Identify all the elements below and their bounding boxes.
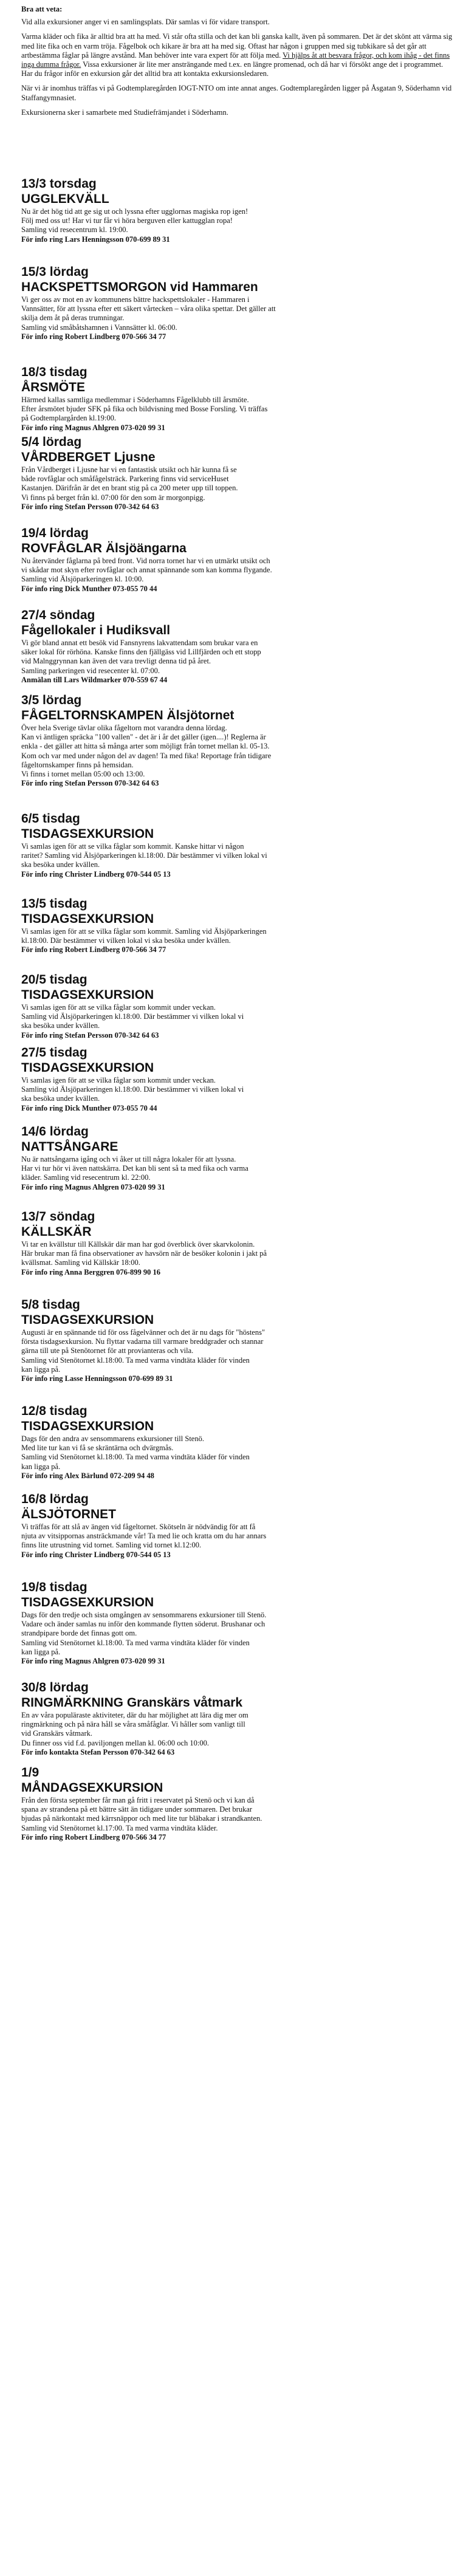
event-description-line: Med lite tur kan vi få se skräntärna och dvärgmås. (21, 1444, 174, 1453)
intro-title: Bra att veta: (21, 5, 63, 13)
event-date: 13/7 söndag (21, 1210, 95, 1224)
event-title: Fågellokaler i Hudiksvall (21, 623, 171, 637)
event-description (21, 207, 456, 244)
event-description-line: kl.18:00. Där bestämmer vi vilken lokal vi ska besöka under kvällen. (21, 936, 231, 945)
event-title: KÄLLSKÄR (21, 1225, 92, 1239)
event-block (21, 1045, 456, 1113)
event-block (21, 1765, 456, 1842)
event-description (21, 396, 456, 433)
event-description-line: Samling vid Stenötornet kl.18:00. Ta med varma vindtäta kläder för vinden (21, 1638, 250, 1647)
event-description-line: enkla - det gäller att hitta så många arter som möjligt från tornet mellan kl. 05-13. (21, 742, 270, 751)
event-block (21, 693, 456, 788)
event-title: TISDAGSEXKURSION (21, 988, 154, 1002)
event-description-line: Samling vid Stenötornet kl.18:00. Ta med varma vindtäta kläder för vinden (21, 1355, 250, 1365)
event-description-line: kläder. Samling vid resecentrum kl. 22:00. (21, 1173, 151, 1182)
event-description-line: Nu är nattsångarna igång och vi åker ut till några lokaler för att lyssna. (21, 1155, 236, 1163)
event-title: UGGLEKVÄLL (21, 192, 109, 206)
event-description-line: Här brukar man få fina observationer av havsörn när de besöker kolonin i jakt på (21, 1249, 267, 1258)
event-description-line: finns lite utrustning vid tornet. Samling vid tornet kl.12:00. (21, 1541, 202, 1550)
event-description-line: Över hela Sverige tävlar olika fågeltorn mot varandra denna lördag. (21, 724, 227, 732)
event-description-line: Vi ger oss av mot en av kommunens bättre hackspettslokaler - Hammaren i (21, 295, 250, 304)
event-description-line: njuta av vitsippornas ansträckmande vår! Ta med lie och kratta om du har annars (21, 1532, 267, 1541)
event-description-line: Samling vid Stenötornet kl.18:00. Ta med varma vindtäta kläder för vinden (21, 1453, 250, 1462)
event-date: 15/3 lördag (21, 265, 89, 279)
event-description (21, 1076, 456, 1113)
event-description-line: ringmärkning och på nära håll se våra småfåglar. Vi håller som vanligt till (21, 1720, 245, 1729)
event-description (21, 639, 456, 685)
event-description-line: Du finner oss vid f.d. paviljongen mellan kl. 06:00 och 10:00. (21, 1738, 209, 1747)
event-description-line: Vi samlas igen för att se vilka fåglar som kommit under veckan. (21, 1003, 216, 1012)
event-block (21, 365, 456, 433)
event-description (21, 724, 456, 788)
event-block (21, 1297, 456, 1383)
event-description-line: Från den första september får man gå fritt i reservatet på Stenö och vi kan då (21, 1796, 255, 1804)
event-date: 6/5 tisdag (21, 812, 80, 826)
event-contact: För info ring Robert Lindberg 070-566 34 77 (21, 332, 166, 341)
event-description-line: kvällsmat. Samling vid Källskär 18:00. (21, 1258, 140, 1267)
event-contact: För info ring Anna Berggren 076-899 90 16 (21, 1267, 161, 1276)
event-description-line: både rovfåglar och småfågelsträck. Parkering finns vid serviceHuset (21, 474, 229, 484)
event-block (21, 264, 456, 341)
event-block (21, 526, 456, 594)
event-description (21, 465, 456, 512)
event-contact: För info ring Stefan Persson 070-342 64 63 (21, 502, 159, 511)
event-description-line: Kom och var med under någon del av dagen! Ta med fika! Reportage från tidigare (21, 751, 272, 760)
event-description-line: kan ligga på. (21, 1647, 61, 1656)
event-description-line: kan ligga på. (21, 1462, 61, 1471)
event-description-line: strandpipare borde det finnas gott om. (21, 1629, 137, 1638)
event-description-line: gärna till ute på Stenötornet för att provianteras och vila. (21, 1346, 194, 1355)
event-description-line: säker lokal för rörhöna. Kanske finns den fjällgäss vid Lillfjärden och ett stopp (21, 648, 261, 657)
event-description (21, 1155, 456, 1192)
event-title: TISDAGSEXKURSION (21, 1061, 154, 1075)
intro-paragraph: Exkursionerna sker i samarbete med Studiefrämjandet i Söderhamn. (21, 108, 228, 117)
event-contact: För info kontakta Stefan Persson 070-342 64 63 (21, 1747, 175, 1756)
event-description-line: Från Vårdberget i Ljusne har vi en fantastisk utsikt och här kunna få se (21, 465, 237, 474)
event-contact: För info ring Robert Lindberg 070-566 34 77 (21, 1832, 166, 1841)
event-description-line: Vi finns på berget från kl. 07:00 för den som är morgonpigg. (21, 493, 205, 502)
event-title: TISDAGSEXKURSION (21, 1419, 154, 1433)
event-description-line: Följ med oss ut! Har vi tur får vi höra berguven eller kattugglan ropa! (21, 216, 233, 225)
event-description-line: vid Malnggrynnan kan även det vara trevligt denna tid på året. (21, 657, 211, 666)
event-description-line: Vi tar en kvällstur till Källskär där man har god överblick över skarvkolonin. (21, 1240, 255, 1249)
event-contact: För info ring Lasse Henningsson 070-699 89 31 (21, 1374, 173, 1383)
event-contact: För info ring Dick Munther 073-055 70 44 (21, 584, 157, 593)
event-date: 19/8 tisdag (21, 1580, 87, 1594)
event-description-line: En av våra populäraste aktiviteter, där du har möjlighet att lära dig mer om (21, 1711, 248, 1719)
event-description (21, 1611, 456, 1666)
event-description-line: kan ligga på. (21, 1365, 61, 1374)
event-date: 14/6 lördag (21, 1125, 89, 1139)
event-description-line: Härmed kallas samtliga medlemmar i Söderhamns Fågelklubb till årsmöte. (21, 396, 249, 404)
event-date: 16/8 lördag (21, 1492, 89, 1506)
event-title: NATTSÅNGARE (21, 1140, 118, 1154)
event-block (21, 972, 456, 1040)
event-description-line: Samling vid Stenötornet kl.17:00. Ta med varma vindtäta kläder. (21, 1823, 218, 1832)
event-date: 5/8 tisdag (21, 1298, 80, 1312)
event-title: FÅGELTORNSKAMPEN Älsjötornet (21, 708, 235, 722)
event-description-line: Nu återvänder fåglarna på bred front. Vid norra tornet har vi en utmärkt utsikt och (21, 557, 270, 565)
event-contact: För info ring Christer Lindberg 070-544 05 13 (21, 869, 171, 879)
event-description (21, 295, 456, 341)
event-description (21, 1003, 456, 1040)
event-description-line: Vannsätter, för att lyssna efter ett säkert vårtecken – våra olika spettar. Det gäller att (21, 304, 276, 313)
event-contact: För info ring Lars Henningsson 070-699 89 31 (21, 235, 170, 244)
event-contact: För info ring Magnus Ahlgren 073-020 99 31 (21, 1657, 165, 1666)
event-description (21, 1711, 456, 1757)
event-description-line: Dags för den tredje och sista omgången av sensommarens exkursioner till Stenö. (21, 1611, 267, 1619)
event-date: 20/5 tisdag (21, 973, 87, 987)
event-description-line: Nu är det hög tid att ge sig ut och lyssna efter ugglornas magiska rop igen! (21, 207, 248, 216)
event-contact: För info ring Magnus Ahlgren 073-020 99 31 (21, 423, 165, 432)
event-block (21, 1403, 456, 1481)
event-date: 18/3 tisdag (21, 365, 87, 379)
intro-paragraph: Varma kläder och fika är alltid bra att ha med. Vi står ofta stilla och det kan bli ganska kallt, även på sommaren. Det är det skönt att värma sig med lite fika och en varm tröja. Fågelbok och kikare är bra att ha med sig. Oftast har någon i gruppen med sig tubkikare så det går att artbestämma fåglar på längre avstånd. Man behöver inte vara expert för att följa med. Vi hjälps åt att besvara frågor, och kom ihåg - det finns inga dumma frågor. Vissa exkursioner är lite mer ansträngande med t.ex. en längre promenad, och då har vi försökt ange det i programmet. Har du frågor inför en exkursion går det alltid bra att kontakta exkursionsledaren. (21, 32, 453, 78)
event-date: 1/9 (21, 1766, 39, 1780)
event-date: 5/4 lördag (21, 435, 82, 449)
event-description-line: Vadare och änder samlas nu inför den kommande flytten söderut. Brushanar och (21, 1620, 265, 1629)
event-description-line: Samling vid resecentrum kl. 19:00. (21, 225, 128, 235)
event-title: RINGMÄRKNING Granskärs våtmark (21, 1696, 243, 1710)
event-description-line: Samling vid Älsjöparkeringen kl. 10:00. (21, 575, 144, 584)
event-description-line: raritet? Samling vid Älsjöparkeringen kl.18:00. Där bestämmer vi vilken lokal vi (21, 851, 267, 860)
event-description-line: Samling vid Älsjöparkeringen kl.18:00. Där bestämmer vi vilken lokal vi (21, 1085, 244, 1094)
event-date: 12/8 tisdag (21, 1404, 87, 1418)
event-block (21, 1492, 456, 1560)
intro-paragraph: När vi är inomhus träffas vi på Godtemplaregården IOGT-NTO om inte annat anges. Godtemplaregården ligger på Åsgatan 9, Söderhamn vid Staffangymnasiet. (21, 84, 452, 102)
event-contact: För info ring Robert Lindberg 070-566 34 77 (21, 945, 166, 954)
event-description-line: Samling vid småbåtshamnen i Vannsätter kl. 06:00. (21, 323, 177, 332)
event-contact: För info ring Stefan Persson 070-342 64 63 (21, 779, 159, 788)
event-block (21, 811, 456, 879)
event-date: 13/3 torsdag (21, 177, 97, 191)
event-title: VÅRDBERGET Ljusne (21, 450, 156, 464)
intro-underlined-note: Vi hjälps åt att besvara frågor, och kom ihåg - det finns inga dumma frågor. (21, 50, 450, 69)
event-title: ÄLSJÖTORNET (21, 1507, 116, 1521)
event-date: 13/5 tisdag (21, 897, 87, 911)
event-description (21, 1796, 456, 1842)
event-description-line: Samling parkeringen vid resecenter kl. 07:00. (21, 666, 160, 675)
event-description-line: Dags för den andra av sensommarens exkursioner till Stenö. (21, 1434, 204, 1443)
intro-paragraph: Vid alla exkursioner anger vi en samlingsplats. Där samlas vi för vidare transport. (21, 18, 270, 27)
event-description (21, 842, 456, 879)
event-description-line: Vi finns i tornet mellan 05:00 och 13:00. (21, 770, 145, 779)
event-description (21, 557, 456, 594)
event-description-line: första tisdagsexkursion. Nu flyttar vadarna till varmare breddgrader och stannar (21, 1337, 264, 1346)
event-description-line: Vi gör bland annat ett besök vid Fansnyrens lakvattendam som brukar vara en (21, 639, 258, 647)
event-description-line: Vi träffas för att slå av ängen vid fågeltornet. Skötseln är nödvändig för att få (21, 1523, 256, 1531)
event-block (21, 1680, 456, 1757)
event-description-line: Efter årsmötet bjuder SFK på fika och bildvisning med Bosse Forsling. Vi träffas (21, 405, 268, 414)
event-contact: För info ring Stefan Persson 070-342 64 63 (21, 1030, 159, 1040)
event-description (21, 1523, 456, 1560)
event-date: 27/4 söndag (21, 608, 95, 622)
event-title: ROVFÅGLAR Älsjöängarna (21, 541, 187, 555)
event-date: 3/5 lördag (21, 693, 82, 707)
event-description (21, 1240, 456, 1277)
event-description-line: Samling vid Älsjöparkeringen kl.18:00. Där bestämmer vi vilken lokal vi (21, 1012, 244, 1021)
event-date: 19/4 lördag (21, 526, 89, 540)
event-date: 27/5 tisdag (21, 1046, 87, 1060)
event-block (21, 608, 456, 685)
event-description-line: Kastanjen. Därifrån är det en brant stig på ca 200 meter upp till toppen. (21, 484, 238, 493)
event-contact: För info ring Christer Lindberg 070-544 05 13 (21, 1550, 171, 1559)
event-contact: För info ring Magnus Ahlgren 073-020 99 31 (21, 1182, 165, 1191)
event-title: HACKSPETTSMORGON vid Hammaren (21, 280, 258, 294)
event-title: TISDAGSEXKURSION (21, 1313, 154, 1327)
event-contact: För info ring Dick Munther 073-055 70 44 (21, 1103, 157, 1112)
event-block (21, 176, 456, 244)
event-contact: För info ring Alex Bärlund 072-209 94 48 (21, 1471, 154, 1480)
event-block (21, 1124, 456, 1192)
event-description-line: ska besöka under kvällen. (21, 1094, 100, 1103)
event-description-line: Augusti är en spännande tid för oss fågelvänner och det är nu dags för "höstens" (21, 1328, 265, 1337)
event-block (21, 434, 456, 512)
event-description-line: Vi samlas igen för att se vilka fåglar som kommit. Kanske hittar vi någon (21, 842, 244, 851)
event-block (21, 1580, 456, 1666)
event-description (21, 1328, 456, 1383)
event-description (21, 1434, 456, 1481)
event-block (21, 896, 456, 955)
event-description-line: Kan vi äntligen spräcka "100 vallen" - det är i år det gäller (igen....)! Reglerna är (21, 733, 266, 742)
event-title: TISDAGSEXKURSION (21, 827, 154, 841)
event-description-line: Vi samlas igen för att se vilka fåglar som kommit under veckan. (21, 1076, 216, 1084)
event-description-line: spana av strandena på ett bättre sätt än tidigare under sommaren. Det brukar (21, 1805, 253, 1814)
event-description-line: skilja dem åt på deras trumningar. (21, 313, 125, 323)
event-description-line: på Godtemplargården kl.19:00. (21, 414, 116, 423)
event-date: 30/8 lördag (21, 1680, 89, 1694)
event-description-line: ska besöka under kvällen. (21, 1021, 100, 1030)
event-description-line: fågeltornskamper finns på hemsidan. (21, 760, 134, 769)
event-title: ÅRSMÖTE (21, 380, 85, 394)
event-description-line: bjudas på närkontakt med kärrsnäppor och med lite tur bläbakar i strandkanten. (21, 1814, 262, 1823)
event-title: TISDAGSEXKURSION (21, 1595, 154, 1609)
event-description-line: ska besöka under kvällen. (21, 860, 100, 869)
event-description-line: vi skådar mot skyn efter rovfåglar och annat spännande som kan komma flygande. (21, 566, 272, 575)
event-title: MÅNDAGSEXKURSION (21, 1781, 163, 1795)
event-description-line: Har vi tur hör vi även nattskärra. Det kan bli sent så ta med fika och varma (21, 1164, 248, 1173)
event-contact: Anmälan till Lars Wildmarker 070-559 67 44 (21, 675, 168, 684)
event-title: TISDAGSEXKURSION (21, 912, 154, 926)
event-description-line: Vi samlas igen för att se vilka fåglar som kommit. Samling vid Älsjöparkeringen (21, 927, 267, 936)
event-description-line: vid Granskärs våtmark. (21, 1729, 92, 1738)
intro-section (21, 5, 456, 123)
event-block (21, 1209, 456, 1277)
event-description (21, 927, 456, 955)
